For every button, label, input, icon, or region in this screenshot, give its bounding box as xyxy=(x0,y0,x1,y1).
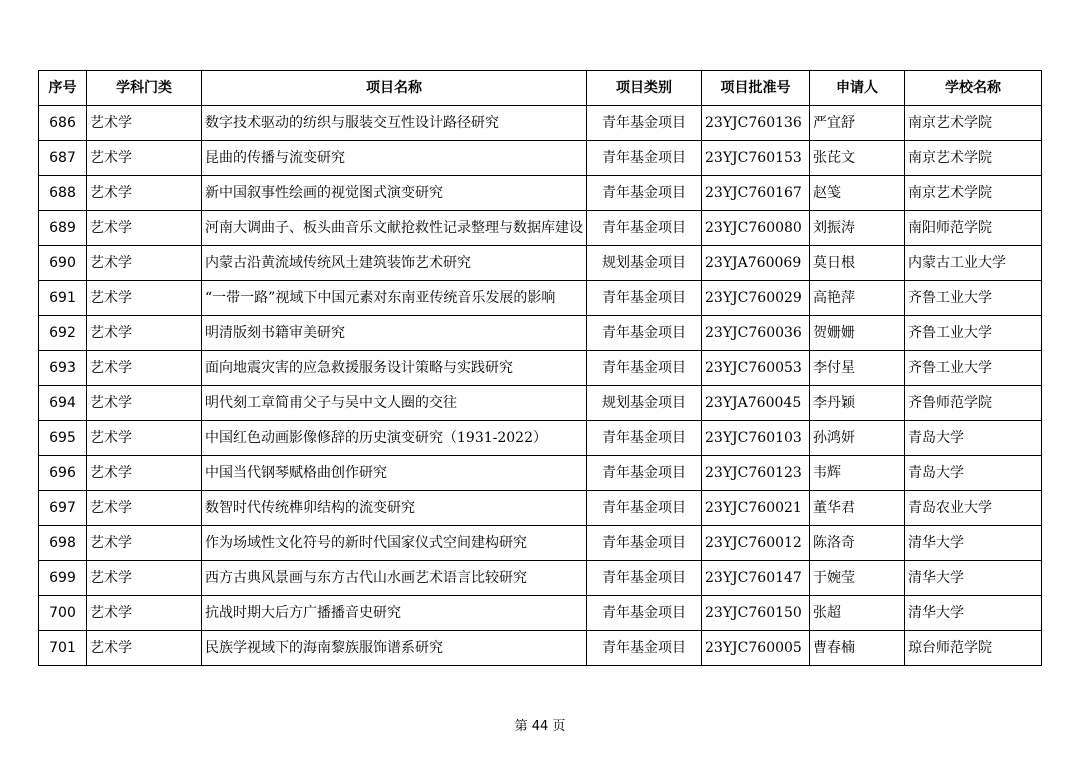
cell-no: 699 xyxy=(39,561,87,596)
cell-project-name: “一带一路”视域下中国元素对东南亚传统音乐发展的影响 xyxy=(202,281,587,316)
cell-school: 琼台师范学院 xyxy=(905,631,1042,666)
cell-no: 688 xyxy=(39,176,87,211)
cell-approval-no: 23YJC760136 xyxy=(702,106,810,141)
cell-approval-no: 23YJC760029 xyxy=(702,281,810,316)
cell-project-name: 明代刻工章简甫父子与吴中文人圈的交往 xyxy=(202,386,587,421)
table-row xyxy=(39,176,1042,211)
cell-applicant: 赵笺 xyxy=(810,176,905,211)
cell-discipline: 艺术学 xyxy=(87,456,202,491)
cell-discipline: 艺术学 xyxy=(87,526,202,561)
cell-project-name: 西方古典风景画与东方古代山水画艺术语言比较研究 xyxy=(202,561,587,596)
cell-project-name: 内蒙古沿黄流域传统风土建筑装饰艺术研究 xyxy=(202,246,587,281)
cell-discipline: 艺术学 xyxy=(87,106,202,141)
cell-applicant: 莫日根 xyxy=(810,246,905,281)
cell-approval-no: 23YJC760147 xyxy=(702,561,810,596)
table-row xyxy=(39,246,1042,281)
cell-project-type: 青年基金项目 xyxy=(587,211,702,246)
table-body xyxy=(39,106,1042,666)
cell-no: 700 xyxy=(39,596,87,631)
cell-approval-no: 23YJC760036 xyxy=(702,316,810,351)
cell-discipline: 艺术学 xyxy=(87,211,202,246)
cell-discipline: 艺术学 xyxy=(87,316,202,351)
cell-approval-no: 23YJC760021 xyxy=(702,491,810,526)
cell-approval-no: 23YJC760080 xyxy=(702,211,810,246)
header-project-name: 项目名称 xyxy=(202,71,587,106)
cell-project-name: 河南大调曲子、板头曲音乐文献抢救性记录整理与数据库建设 xyxy=(202,211,587,246)
table-row xyxy=(39,491,1042,526)
cell-discipline: 艺术学 xyxy=(87,246,202,281)
cell-discipline: 艺术学 xyxy=(87,281,202,316)
cell-no: 698 xyxy=(39,526,87,561)
table-row xyxy=(39,316,1042,351)
cell-applicant: 刘振涛 xyxy=(810,211,905,246)
project-table xyxy=(38,70,1042,666)
table-row xyxy=(39,281,1042,316)
cell-project-type: 青年基金项目 xyxy=(587,561,702,596)
page-number: 第 44 页 xyxy=(514,719,566,734)
cell-school: 齐鲁工业大学 xyxy=(905,316,1042,351)
cell-applicant: 贺姗姗 xyxy=(810,316,905,351)
cell-project-type: 青年基金项目 xyxy=(587,106,702,141)
cell-discipline: 艺术学 xyxy=(87,176,202,211)
cell-project-type: 青年基金项目 xyxy=(587,596,702,631)
cell-project-type: 青年基金项目 xyxy=(587,141,702,176)
cell-no: 687 xyxy=(39,141,87,176)
cell-project-type: 青年基金项目 xyxy=(587,176,702,211)
cell-discipline: 艺术学 xyxy=(87,141,202,176)
cell-approval-no: 23YJC760103 xyxy=(702,421,810,456)
cell-applicant: 严宜舒 xyxy=(810,106,905,141)
table-row xyxy=(39,211,1042,246)
cell-applicant: 于婉莹 xyxy=(810,561,905,596)
cell-project-type: 青年基金项目 xyxy=(587,491,702,526)
cell-approval-no: 23YJA760069 xyxy=(702,246,810,281)
cell-approval-no: 23YJC760123 xyxy=(702,456,810,491)
cell-no: 701 xyxy=(39,631,87,666)
table-row xyxy=(39,456,1042,491)
cell-project-name: 昆曲的传播与流变研究 xyxy=(202,141,587,176)
cell-no: 696 xyxy=(39,456,87,491)
cell-school: 南京艺术学院 xyxy=(905,176,1042,211)
cell-project-type: 青年基金项目 xyxy=(587,316,702,351)
cell-project-name: 中国当代钢琴赋格曲创作研究 xyxy=(202,456,587,491)
table-row xyxy=(39,141,1042,176)
table-row xyxy=(39,526,1042,561)
table-header-row xyxy=(39,71,1042,106)
cell-applicant: 陈洛奇 xyxy=(810,526,905,561)
cell-no: 689 xyxy=(39,211,87,246)
cell-applicant: 董华君 xyxy=(810,491,905,526)
cell-approval-no: 23YJC760053 xyxy=(702,351,810,386)
cell-no: 695 xyxy=(39,421,87,456)
cell-applicant: 张芘文 xyxy=(810,141,905,176)
cell-school: 南京艺术学院 xyxy=(905,106,1042,141)
cell-applicant: 曹春楠 xyxy=(810,631,905,666)
cell-no: 691 xyxy=(39,281,87,316)
cell-no: 694 xyxy=(39,386,87,421)
cell-project-name: 数智时代传统榫卯结构的流变研究 xyxy=(202,491,587,526)
table-row xyxy=(39,351,1042,386)
cell-no: 692 xyxy=(39,316,87,351)
cell-school: 青岛农业大学 xyxy=(905,491,1042,526)
cell-applicant: 李付星 xyxy=(810,351,905,386)
cell-school: 齐鲁工业大学 xyxy=(905,351,1042,386)
cell-project-name: 中国红色动画影像修辞的历史演变研究（1931-2022） xyxy=(202,421,587,456)
cell-school: 清华大学 xyxy=(905,596,1042,631)
header-project-type: 项目类别 xyxy=(587,71,702,106)
cell-approval-no: 23YJC760005 xyxy=(702,631,810,666)
cell-approval-no: 23YJC760150 xyxy=(702,596,810,631)
cell-project-type: 青年基金项目 xyxy=(587,631,702,666)
cell-project-name: 面向地震灾害的应急救援服务设计策略与实践研究 xyxy=(202,351,587,386)
cell-project-type: 青年基金项目 xyxy=(587,281,702,316)
cell-no: 690 xyxy=(39,246,87,281)
cell-no: 686 xyxy=(39,106,87,141)
cell-project-name: 民族学视域下的海南黎族服饰谱系研究 xyxy=(202,631,587,666)
cell-school: 青岛大学 xyxy=(905,456,1042,491)
cell-school: 南京艺术学院 xyxy=(905,141,1042,176)
cell-discipline: 艺术学 xyxy=(87,351,202,386)
cell-discipline: 艺术学 xyxy=(87,491,202,526)
cell-school: 青岛大学 xyxy=(905,421,1042,456)
cell-project-name: 数字技术驱动的纺织与服装交互性设计路径研究 xyxy=(202,106,587,141)
cell-approval-no: 23YJC760153 xyxy=(702,141,810,176)
cell-approval-no: 23YJC760167 xyxy=(702,176,810,211)
table-row xyxy=(39,631,1042,666)
table-row xyxy=(39,386,1042,421)
cell-applicant: 高艳萍 xyxy=(810,281,905,316)
table-row xyxy=(39,561,1042,596)
cell-project-type: 青年基金项目 xyxy=(587,351,702,386)
cell-applicant: 张超 xyxy=(810,596,905,631)
table-row xyxy=(39,421,1042,456)
header-approval-no: 项目批准号 xyxy=(702,71,810,106)
cell-project-type: 青年基金项目 xyxy=(587,421,702,456)
cell-school: 清华大学 xyxy=(905,526,1042,561)
cell-school: 清华大学 xyxy=(905,561,1042,596)
cell-project-name: 新中国叙事性绘画的视觉图式演变研究 xyxy=(202,176,587,211)
cell-discipline: 艺术学 xyxy=(87,421,202,456)
cell-no: 693 xyxy=(39,351,87,386)
cell-applicant: 韦辉 xyxy=(810,456,905,491)
cell-project-name: 抗战时期大后方广播播音史研究 xyxy=(202,596,587,631)
cell-discipline: 艺术学 xyxy=(87,561,202,596)
cell-school: 齐鲁师范学院 xyxy=(905,386,1042,421)
cell-applicant: 李丹颖 xyxy=(810,386,905,421)
cell-approval-no: 23YJC760012 xyxy=(702,526,810,561)
header-no: 序号 xyxy=(39,71,87,106)
cell-project-name: 作为场域性文化符号的新时代国家仪式空间建构研究 xyxy=(202,526,587,561)
cell-project-type: 规划基金项目 xyxy=(587,386,702,421)
header-school: 学校名称 xyxy=(905,71,1042,106)
cell-school: 内蒙古工业大学 xyxy=(905,246,1042,281)
cell-project-type: 规划基金项目 xyxy=(587,246,702,281)
cell-applicant: 孙鸿妍 xyxy=(810,421,905,456)
cell-no: 697 xyxy=(39,491,87,526)
header-discipline: 学科门类 xyxy=(87,71,202,106)
cell-project-type: 青年基金项目 xyxy=(587,456,702,491)
cell-approval-no: 23YJA760045 xyxy=(702,386,810,421)
cell-discipline: 艺术学 xyxy=(87,631,202,666)
cell-project-name: 明清版刻书籍审美研究 xyxy=(202,316,587,351)
cell-school: 南阳师范学院 xyxy=(905,211,1042,246)
cell-school: 齐鲁工业大学 xyxy=(905,281,1042,316)
table-row xyxy=(39,596,1042,631)
cell-project-type: 青年基金项目 xyxy=(587,526,702,561)
cell-discipline: 艺术学 xyxy=(87,596,202,631)
cell-discipline: 艺术学 xyxy=(87,386,202,421)
table-row xyxy=(39,106,1042,141)
header-applicant: 申请人 xyxy=(810,71,905,106)
